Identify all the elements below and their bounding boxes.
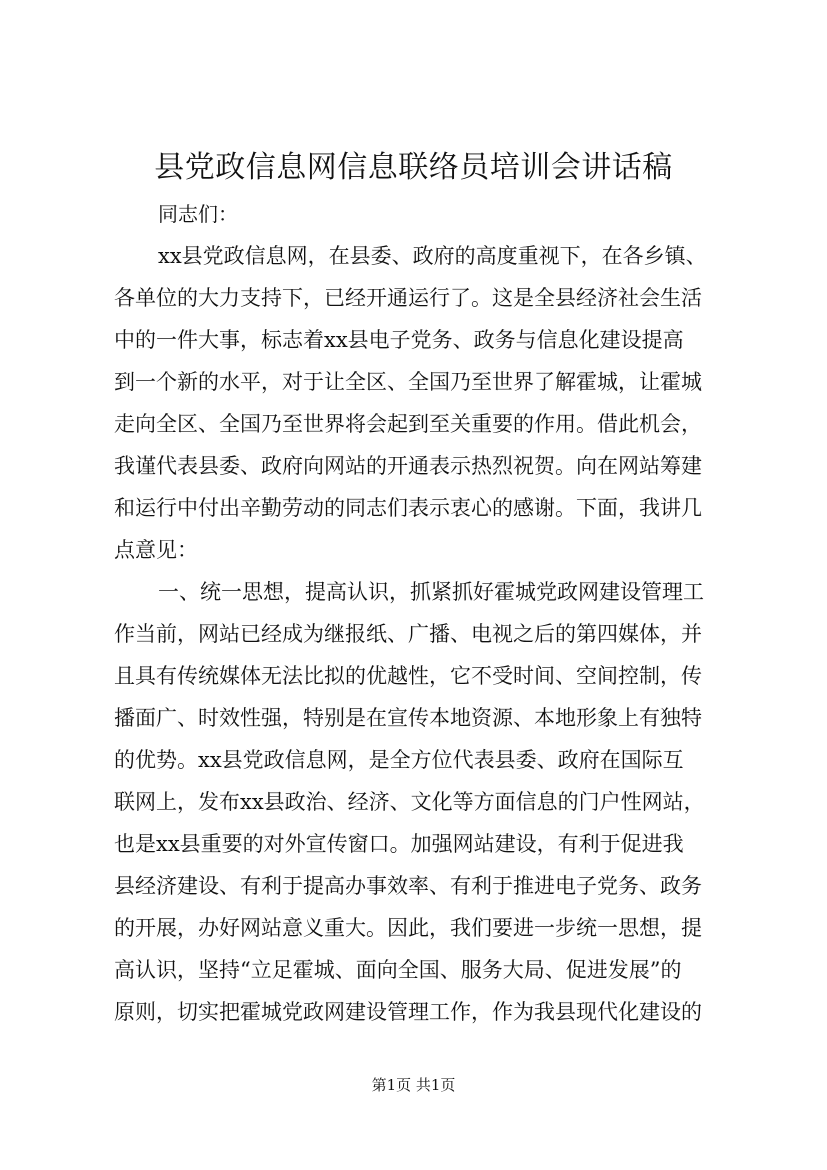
paragraph-line: xx县党政信息网，在县委、政府的高度重视下，在各乡镇、: [158, 244, 707, 268]
paragraph-line: 到一个新的水平，对于让全区、全国乃至世界了解霍城，让霍城: [114, 370, 702, 394]
paragraph-line: 各单位的大力支持下，已经开通运行了。这是全县经济社会生活: [114, 286, 702, 310]
page-footer: 第1页 共1页: [371, 1076, 456, 1094]
document-title: 县党政信息网信息联络员培训会讲话稿: [154, 150, 673, 185]
paragraph-line: 原则，切实把霍城党政网建设管理工作，作为我县现代化建设的: [114, 1000, 702, 1024]
paragraph-line: 且具有传统媒体无法比拟的优越性，它不受时间、空间控制，传: [114, 664, 702, 688]
paragraph-line: 和运行中付出辛勤劳动的同志们表示衷心的感谢。下面，我讲几: [114, 496, 702, 520]
paragraph-line: 我谨代表县委、政府向网站的开通表示热烈祝贺。向在网站筹建: [114, 454, 702, 478]
paragraph-line: 的优势。xx县党政信息网，是全方位代表县委、政府在国际互: [114, 748, 684, 772]
salutation: 同志们：: [158, 202, 238, 226]
paragraph-line: 的开展，办好网站意义重大。因此，我们要进一步统一思想，提: [114, 916, 702, 940]
paragraph-line: 一、统一思想，提高认识，抓紧抓好霍城党政网建设管理工: [158, 580, 704, 604]
paragraph-line: 点意见：: [114, 538, 198, 562]
paragraph-line: 联网上，发布xx县政治、经济、文化等方面信息的门户性网站，: [114, 790, 705, 814]
paragraph-line: 县经济建设、有利于提高办事效率、有利于推进电子党务、政务: [114, 874, 702, 898]
paragraph-line: 高认识，坚持“立足霍城、面向全国、服务大局、促进发展”的: [114, 958, 682, 982]
paragraph-line: 作当前，网站已经成为继报纸、广播、电视之后的第四媒体，并: [114, 622, 702, 646]
paragraph-line: 播面广、时效性强，特别是在宣传本地资源、本地形象上有独特: [114, 706, 702, 730]
paragraph-line: 中的一件大事，标志着xx县电子党务、政务与信息化建设提高: [114, 328, 684, 352]
paragraph-line: 走向全区、全国乃至世界将会起到至关重要的作用。借此机会，: [114, 412, 702, 436]
paragraph-line: 也是xx县重要的对外宣传窗口。加强网站建设，有利于促进我: [114, 832, 684, 856]
